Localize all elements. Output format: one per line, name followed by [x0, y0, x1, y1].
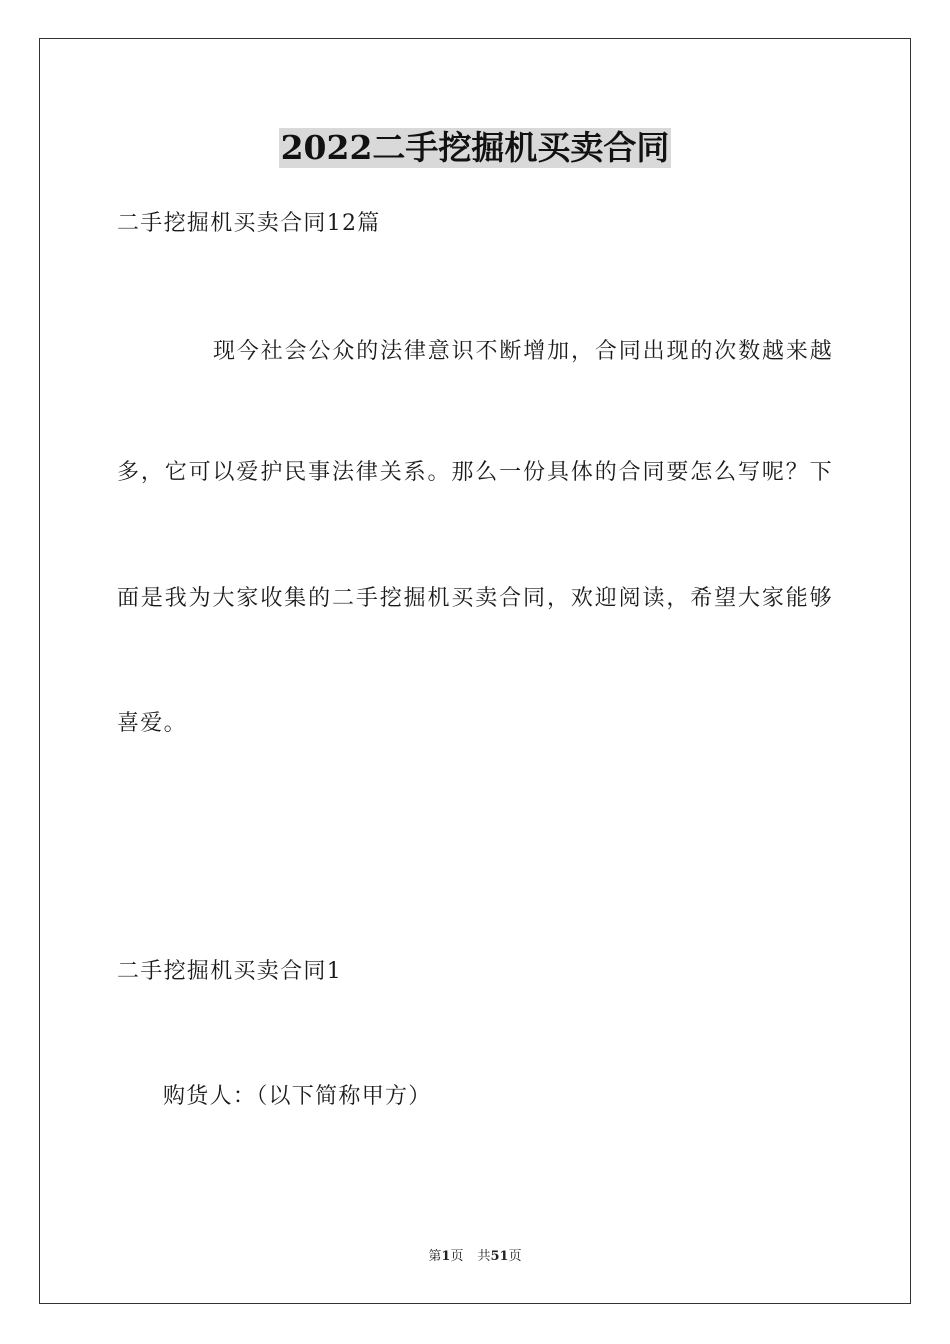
section-heading: 二手挖掘机买卖合同1	[117, 959, 342, 984]
intro-paragraph-line-3: 面是我为大家收集的二手挖掘机买卖合同，欢迎阅读，希望大家能够	[117, 586, 833, 611]
footer-total-suffix: 页	[508, 1249, 522, 1264]
page-footer	[0, 1248, 950, 1266]
footer-page-suffix: 页	[450, 1249, 464, 1264]
buyer-line: 购货人：（以下简称甲方）	[163, 1084, 432, 1109]
document-subtitle: 二手挖掘机买卖合同12篇	[117, 211, 381, 236]
footer-page-number: 1	[441, 1249, 451, 1264]
document-title: 2022二手挖掘机买卖合同	[280, 128, 670, 167]
footer-page-prefix: 第	[428, 1249, 442, 1264]
intro-paragraph-line-4: 喜爱。	[117, 711, 187, 736]
intro-paragraph-line-1: 现今社会公众的法律意识不断增加，合同出现的次数越来越	[213, 339, 833, 364]
footer-total-pages: 51	[490, 1249, 509, 1264]
title-container	[0, 128, 950, 168]
intro-paragraph-line-2: 多，它可以爱护民事法律关系。那么一份具体的合同要怎么写呢？下	[117, 460, 833, 485]
footer-total-prefix: 共	[477, 1249, 491, 1264]
